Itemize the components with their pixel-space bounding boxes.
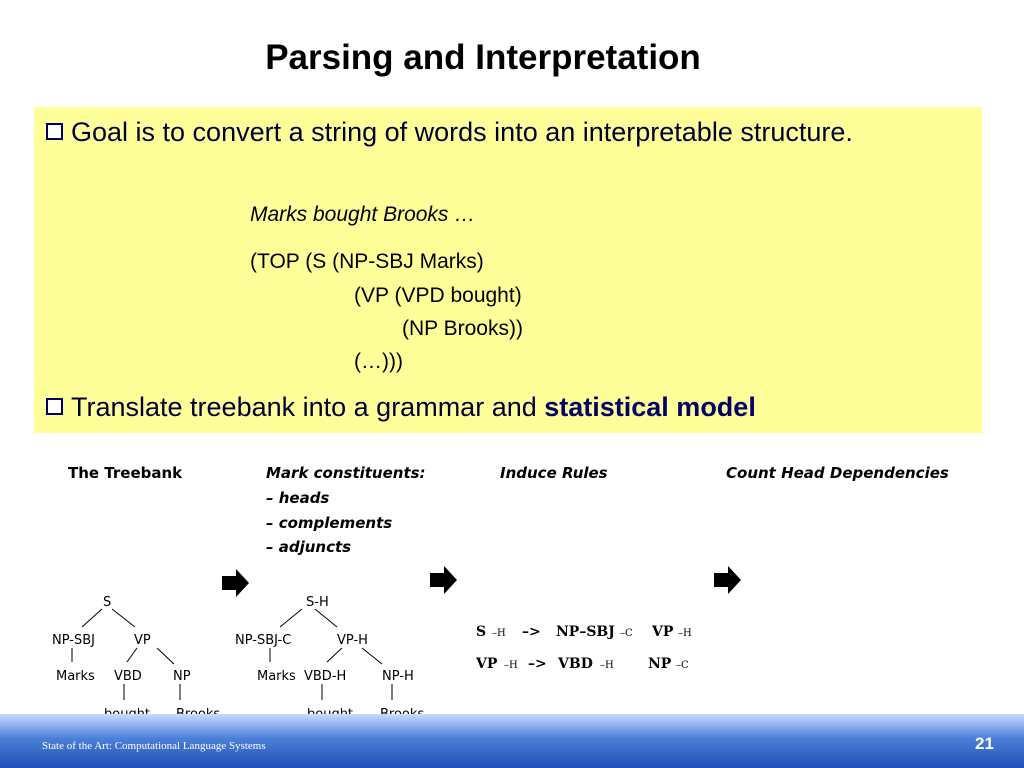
parse-line-1: (TOP (S (NP-SBJ Marks): [250, 250, 484, 273]
checkbox-bullet-icon: [46, 398, 63, 415]
bullet-translate: [46, 390, 756, 425]
tree2-marks: Marks: [257, 669, 296, 684]
tree1-np-sbj: NP-SBJ: [52, 633, 95, 648]
induced-rule-1: [476, 624, 692, 640]
tree1-np: NP: [173, 669, 191, 684]
svg-text:VP: VP: [652, 624, 674, 640]
svg-text:–H: –H: [600, 660, 614, 671]
tree1-marks: Marks: [56, 669, 95, 684]
parse-tree-plain: [72, 609, 180, 700]
svg-text:–H: –H: [678, 628, 692, 639]
arrow-right-icon: [714, 566, 741, 594]
slide-title: Parsing and Interpretation: [265, 38, 701, 77]
tree2-np-h: NP-H: [382, 669, 414, 684]
svg-text:–>: –>: [528, 656, 547, 672]
footer-text: State of the Art: Computational Language Systems: [42, 740, 266, 752]
bullet-goal: [46, 115, 984, 150]
heading-induce-rules: Induce Rules: [500, 464, 608, 482]
example-sentence: Marks bought Brooks …: [250, 203, 476, 226]
mark-complements: – complements: [266, 514, 393, 532]
heading-treebank: The Treebank: [68, 464, 183, 482]
svg-text:S: S: [476, 624, 487, 640]
svg-text:VP: VP: [476, 656, 498, 672]
tree2-np-sbj-c: NP-SBJ-C: [235, 633, 292, 648]
bullet-translate-text: Translate treebank into a grammar and: [71, 392, 545, 422]
footer-bar: [0, 714, 1024, 768]
svg-text:VBD: VBD: [558, 656, 593, 672]
svg-text:–H: –H: [492, 628, 506, 639]
content-box: [34, 107, 982, 433]
arrow-right-icon: [222, 569, 249, 597]
svg-text:–>: –>: [522, 624, 541, 640]
parse-tree-marked: [270, 609, 392, 700]
bullet-translate-bold: statistical model: [544, 392, 756, 422]
svg-text:NP: NP: [648, 656, 672, 672]
parse-line-2: (VP (VPD bought): [354, 284, 522, 307]
tree1-vp: VP: [134, 633, 151, 648]
heading-count-head-dependencies: Count Head Dependencies: [726, 464, 949, 482]
tree2-s-h: S-H: [306, 595, 329, 610]
page-number: 21: [975, 734, 994, 753]
parse-line-4: (…))): [354, 350, 403, 373]
svg-text:–H: –H: [504, 660, 518, 671]
mark-heads: – heads: [266, 489, 330, 507]
tree2-vp-h: VP-H: [337, 633, 368, 648]
svg-text:–C: –C: [676, 660, 689, 671]
bullet-goal-text: Goal is to convert a string of words into an interpretable structure.: [71, 117, 853, 147]
parse-line-3: (NP Brooks)): [402, 317, 523, 340]
arrow-right-icon: [430, 566, 457, 594]
checkbox-bullet-icon: [46, 123, 63, 140]
tree1-vbd: VBD: [114, 669, 142, 684]
treebank-figure: [52, 452, 952, 724]
tree1-s: S: [103, 595, 112, 610]
svg-text:–C: –C: [620, 628, 633, 639]
induced-rule-2: [475, 656, 689, 672]
mark-adjuncts: – adjuncts: [266, 538, 352, 556]
tree2-vbd-h: VBD-H: [304, 669, 347, 684]
svg-text:NP–SBJ: NP–SBJ: [556, 624, 615, 640]
heading-mark-constituents: Mark constituents:: [266, 464, 426, 482]
